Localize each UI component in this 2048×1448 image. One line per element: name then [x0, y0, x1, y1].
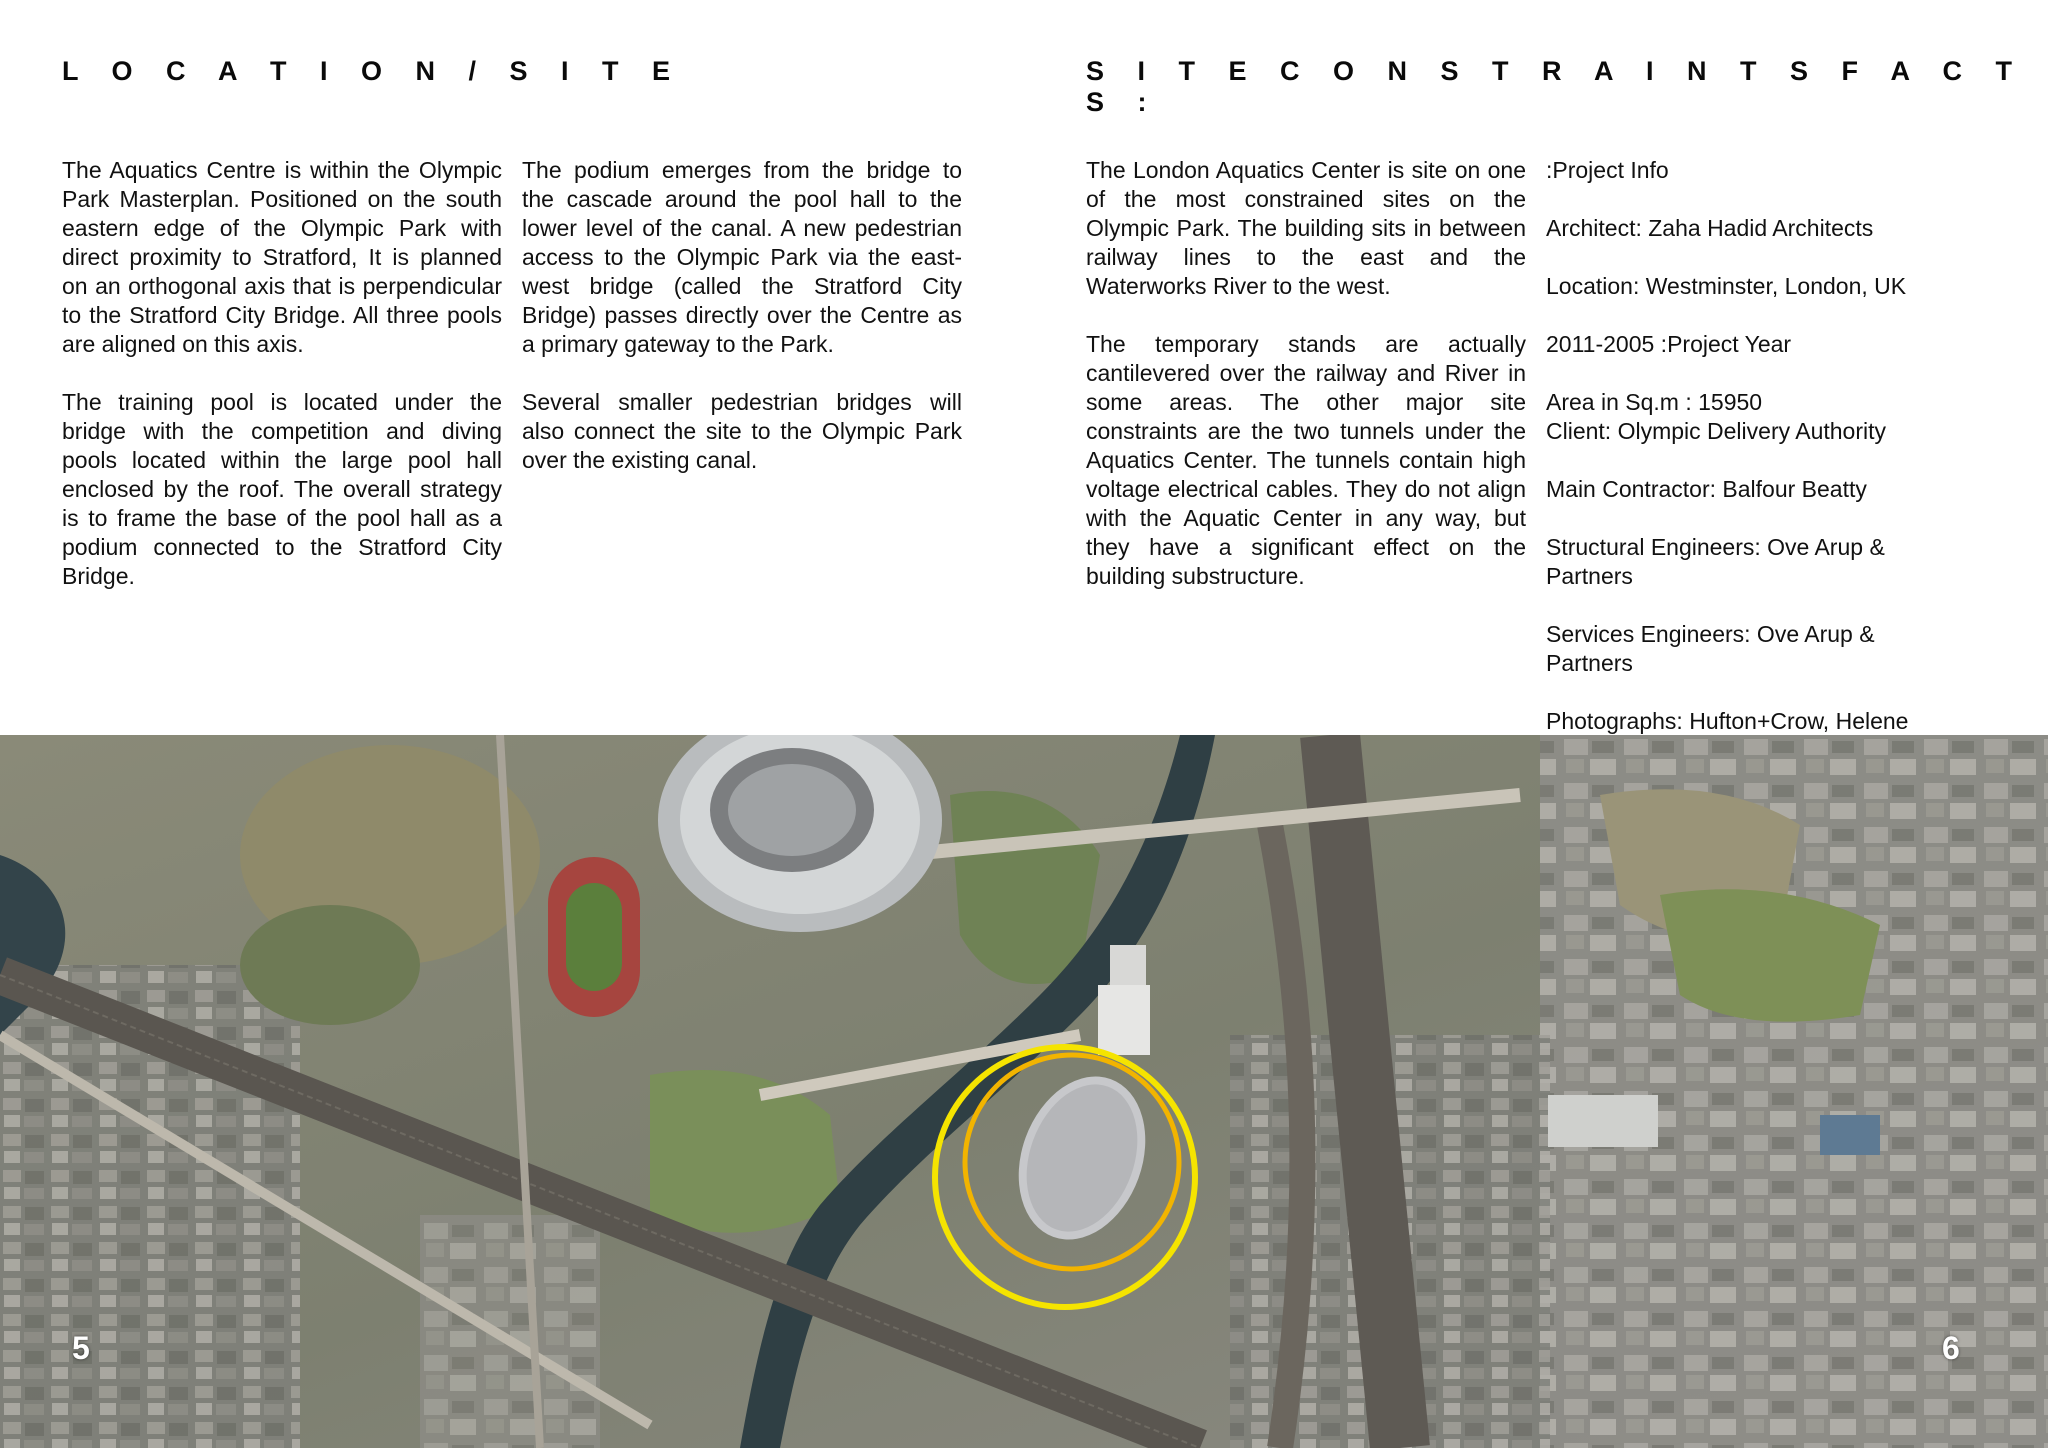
paragraph: The training pool is located under the bridge with the competition and diving pools located within the large pool hall enclosed by the roof. The overall strategy is to frame the base of the pool hall as a podium connected to the Stratford City Bridge. — [62, 389, 502, 589]
project-info-title: :Project Info — [1546, 157, 1669, 183]
paragraph: The London Aquatics Center is site on one of the most constrained sites on the Olympic Park. The building sits in between railway lines to the east and the Waterworks River to the west. — [1086, 157, 1526, 299]
left-text-column-2 — [522, 156, 962, 504]
right-page-number: 6 — [1942, 1330, 1960, 1366]
paragraph: Several smaller pedestrian bridges will also connect the site to the Olympic Park over the existing canal. — [522, 389, 962, 473]
project-info-year: 2011-2005 :Project Year — [1546, 331, 1792, 357]
right-page-heading: S I T E C O N S T R A I N T S F A C T S : — [1086, 56, 2026, 117]
left-text-column-1 — [62, 156, 502, 620]
project-info-photographs: Photographs: Hufton+Crow, Helene — [1546, 708, 1909, 734]
right-text-column-1 — [1086, 156, 1526, 620]
project-info-services: Services Engineers: Ove Arup & — [1546, 621, 1875, 647]
aerial-map-illustration — [0, 735, 2048, 1448]
project-info-services-cont: Partners — [1546, 650, 1633, 676]
project-info-client: Client: Olympic Delivery Authority — [1546, 418, 1886, 444]
paragraph: The podium emerges from the bridge to the cascade around the pool hall to the lower level of the canal. A new pedestrian access to the Olympic Park via the east-west bridge (called the Stratford City Bridge) passes directly over the Centre as a primary gateway to the Park. — [522, 157, 962, 357]
paragraph: The Aquatics Centre is within the Olympic Park Masterplan. Positioned on the south eastern edge of the Olympic Park with direct proximity to Stratford, It is planned on an orthogonal axis that is perpendicular to the Stratford City Bridge. All three pools are aligned on this axis. — [62, 157, 502, 357]
project-info-column — [1546, 156, 2026, 765]
project-info-contractor: Main Contractor: Balfour Beatty — [1546, 476, 1867, 502]
left-page-heading: L O C A T I O N / S I T E — [62, 56, 684, 86]
aerial-site-image — [0, 735, 2048, 1448]
project-info-area: Area in Sq.m : 15950 — [1546, 389, 1763, 415]
paragraph: The temporary stands are actually cantilevered over the railway and River in some areas. The other major site constraints are the two tunnels under the Aquatics Center. The tunnels contain high voltage electrical cables. They do not align with the Aquatic Center in any way, but they have a significant effect on the building substructure. — [1086, 331, 1526, 589]
project-info-structural-cont: Partners — [1546, 563, 1633, 589]
project-info-location: Location: Westminster, London, UK — [1546, 273, 1907, 299]
project-info-structural: Structural Engineers: Ove Arup & — [1546, 534, 1885, 560]
project-info-architect: Architect: Zaha Hadid Architects — [1546, 215, 1874, 241]
left-page-number: 5 — [72, 1330, 90, 1366]
